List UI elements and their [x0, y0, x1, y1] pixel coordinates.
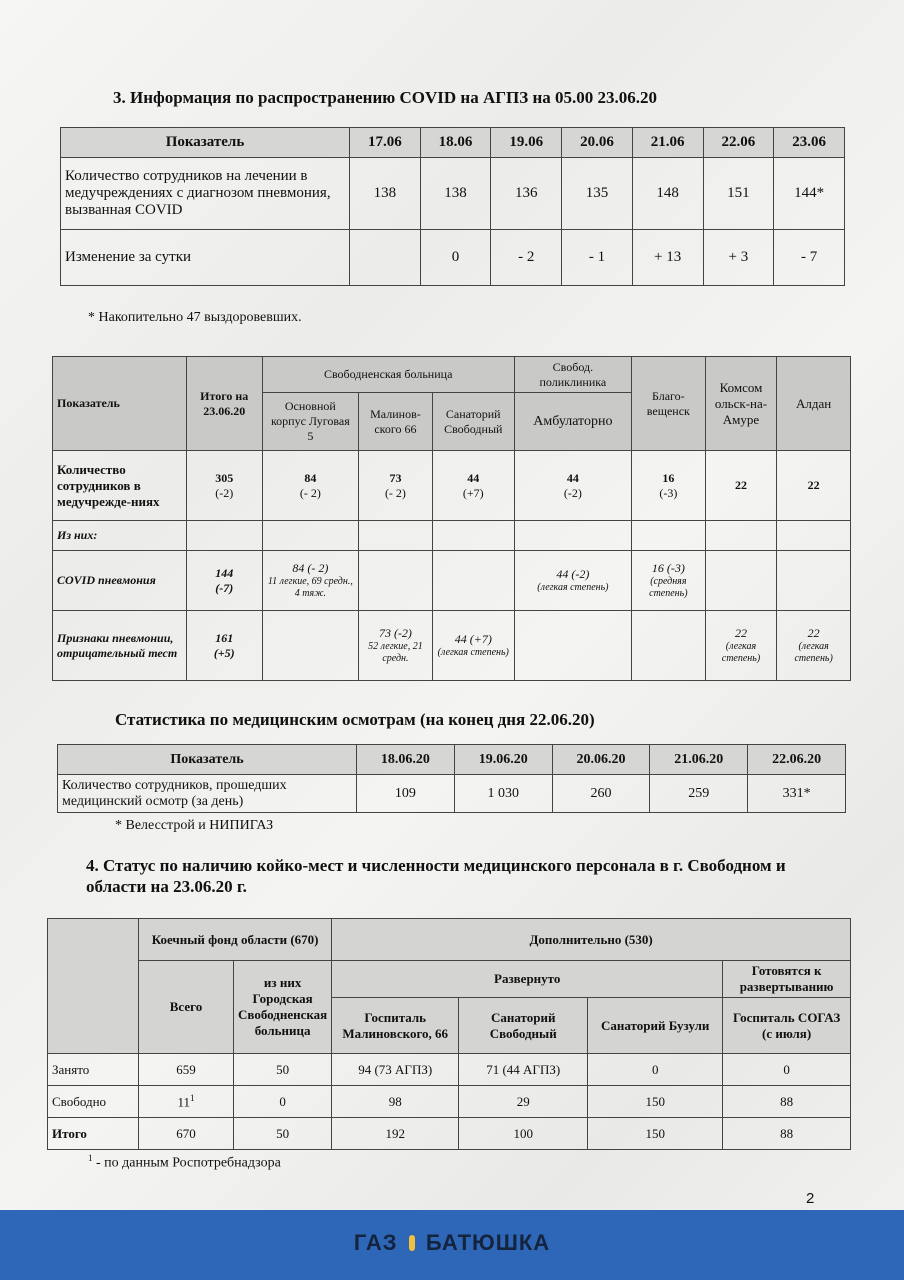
table-cell: 22 — [777, 451, 851, 521]
table-cell: 305 (-2) — [186, 451, 262, 521]
table-row — [48, 1118, 851, 1150]
row-label: COVID пневмония — [53, 551, 187, 611]
table-cell: 22 (легкая степень) — [777, 611, 851, 681]
table-cell: 84 (- 2) — [262, 451, 359, 521]
header-cell: Всего — [139, 961, 234, 1054]
table-cell: 260 — [552, 775, 650, 813]
table-cell: 148 — [632, 158, 703, 230]
header-cell: Дополнительно (530) — [332, 919, 851, 961]
header-cell: Госпиталь Малиновского, 66 — [332, 998, 459, 1054]
header-cell: 20.06.20 — [552, 745, 650, 775]
header-cell: 17.06 — [350, 128, 421, 158]
header-cell: 23.06 — [774, 128, 845, 158]
table-row — [58, 775, 846, 813]
table-cell: 0 — [420, 230, 491, 286]
header-cell: 18.06 — [420, 128, 491, 158]
table-cell — [350, 230, 421, 286]
header-cell: Свободненская больница — [262, 357, 514, 393]
table-cell: 259 — [650, 775, 748, 813]
section3-title: 3. Информация по распространению COVID на АГПЗ на 05.00 23.06.20 — [113, 88, 658, 107]
header-cell: 18.06.20 — [357, 745, 455, 775]
table-cell: 331* — [748, 775, 846, 813]
header-cell: Готовятся к развертыванию — [723, 961, 851, 998]
header-cell: 19.06.20 — [454, 745, 552, 775]
table-row — [53, 611, 851, 681]
row-label: Количество сотрудников в медучрежде-ниях — [53, 451, 187, 521]
table-cell: 98 — [332, 1086, 459, 1118]
row-label: Изменение за сутки — [61, 230, 350, 286]
footnote: $^1$ - по данным Роспотребнадзора — [88, 1153, 281, 1171]
header-cell: 22.06.20 — [748, 745, 846, 775]
table-cell: 94 (73 АГПЗ) — [332, 1054, 459, 1086]
header-cell: Показатель — [61, 128, 350, 158]
table-cell: 144* — [774, 158, 845, 230]
header-cell: Итого на 23.06.20 — [186, 357, 262, 451]
table-cell: 138 — [350, 158, 421, 230]
header-cell: Развернуто — [332, 961, 723, 998]
table-cell: 22 (легкая степень) — [705, 611, 777, 681]
table-cell: 71 (44 АГПЗ) — [459, 1054, 588, 1086]
table-row — [61, 158, 845, 230]
table-cell: 22 — [705, 451, 777, 521]
table-cell: - 7 — [774, 230, 845, 286]
table-cell: 150 — [588, 1118, 723, 1150]
table-cell: 109 — [357, 775, 455, 813]
table-cell: 44 (+7) (легкая степень) — [432, 611, 514, 681]
table-cell: + 13 — [632, 230, 703, 286]
header-cell: Санаторий Свободный — [432, 393, 514, 451]
table-cell: 670 — [139, 1118, 234, 1150]
table-row — [53, 451, 851, 521]
table-cell: 144 (-7) — [186, 551, 262, 611]
header-cell: 19.06 — [491, 128, 562, 158]
table-cell: - 1 — [562, 230, 633, 286]
table-cell: 150 — [588, 1086, 723, 1118]
row-label: Итого — [48, 1118, 139, 1150]
header-cell: Показатель — [58, 745, 357, 775]
header-cell: из них Городская Свободненская больница — [234, 961, 332, 1054]
header-cell: Алдан — [777, 357, 851, 451]
table-cell: 136 — [491, 158, 562, 230]
table-cell: 1 030 — [454, 775, 552, 813]
table-cell: + 3 — [703, 230, 774, 286]
table-cell: 73 (- 2) — [359, 451, 433, 521]
row-label: Занято — [48, 1054, 139, 1086]
medcheck-table — [57, 744, 846, 813]
table-cell: 135 — [562, 158, 633, 230]
section4-title: 4. Статус по наличию койко-мест и численности медицинского персонала в г. Свободном и области на 23.06.20 г. — [86, 856, 786, 896]
table-cell: 88 — [723, 1118, 851, 1150]
table-row — [48, 1054, 851, 1086]
table-cell: 73 (-2) 52 легкие, 21 средн. — [359, 611, 433, 681]
hospital-table — [52, 356, 851, 681]
table-cell: 88 — [723, 1086, 851, 1118]
header-cell: Комсом ольск-на-Амуре — [705, 357, 777, 451]
table-cell: 16 (-3) — [632, 451, 706, 521]
header-cell: Основной корпус Луговая 5 — [262, 393, 359, 451]
covid-table — [60, 127, 845, 286]
table-cell: 44 (-2) (легкая степень) — [514, 551, 631, 611]
row-label: Количество сотрудников на лечении в медучреждениях с диагнозом пневмония, вызванная COVID — [61, 158, 350, 230]
header-cell: 20.06 — [562, 128, 633, 158]
table-cell: 0 — [588, 1054, 723, 1086]
table-cell: 161 (+5) — [186, 611, 262, 681]
table-cell: 138 — [420, 158, 491, 230]
table-cell: - 2 — [491, 230, 562, 286]
table-cell: $11^1$ — [139, 1086, 234, 1118]
header-cell: Госпиталь СОГАЗ (с июля) — [723, 998, 851, 1054]
drop-icon — [409, 1235, 415, 1251]
table-cell: 16 (-3) (средняя степень) — [632, 551, 706, 611]
header-cell: Малинов-ского 66 — [359, 393, 433, 451]
table-row — [53, 551, 851, 611]
header-cell: Амбулаторно — [514, 393, 631, 451]
row-label: Количество сотрудников, прошедших медицинский осмотр (за день) — [58, 775, 357, 813]
header-cell: Коечный фонд области (670) — [139, 919, 332, 961]
page-number: 2 — [806, 1190, 815, 1207]
footnote: * Велесстрой и НИПИГАЗ — [115, 818, 274, 833]
row-label: Признаки пневмонии, отрицательный тест — [53, 611, 187, 681]
header-cell: Санаторий Бузули — [588, 998, 723, 1054]
table-cell: 0 — [234, 1086, 332, 1118]
table-cell: 151 — [703, 158, 774, 230]
table-row — [61, 230, 845, 286]
table-cell: 192 — [332, 1118, 459, 1150]
footnote: * Накопительно 47 выздоровевших. — [88, 310, 302, 325]
row-label: Из них: — [53, 521, 187, 551]
table-cell: 44 (-2) — [514, 451, 631, 521]
header-cell: 22.06 — [703, 128, 774, 158]
table-cell: 84 (- 2) 11 легкие, 69 средн., 4 тяж. — [262, 551, 359, 611]
table-cell: 659 — [139, 1054, 234, 1086]
table-cell: 100 — [459, 1118, 588, 1150]
beds-table — [47, 918, 851, 1150]
header-cell: Показатель — [53, 357, 187, 451]
header-cell: Санаторий Свободный — [459, 998, 588, 1054]
table-cell: 29 — [459, 1086, 588, 1118]
row-label: Свободно — [48, 1086, 139, 1118]
footer-bar — [0, 1210, 904, 1280]
brand-logo: ГАЗ БАТЮШКА — [353, 1230, 551, 1255]
table-cell: 44 (+7) — [432, 451, 514, 521]
table-cell: 0 — [723, 1054, 851, 1086]
table-row — [48, 1086, 851, 1118]
header-cell: Благо-вещенск — [632, 357, 706, 451]
header-cell: 21.06.20 — [650, 745, 748, 775]
table-cell: 50 — [234, 1118, 332, 1150]
header-cell: Свобод. поликлиника — [514, 357, 631, 393]
medcheck-title: Статистика по медицинским осмотрам (на конец дня 22.06.20) — [115, 710, 595, 729]
header-cell: 21.06 — [632, 128, 703, 158]
table-cell: 50 — [234, 1054, 332, 1086]
table-row — [53, 521, 851, 551]
